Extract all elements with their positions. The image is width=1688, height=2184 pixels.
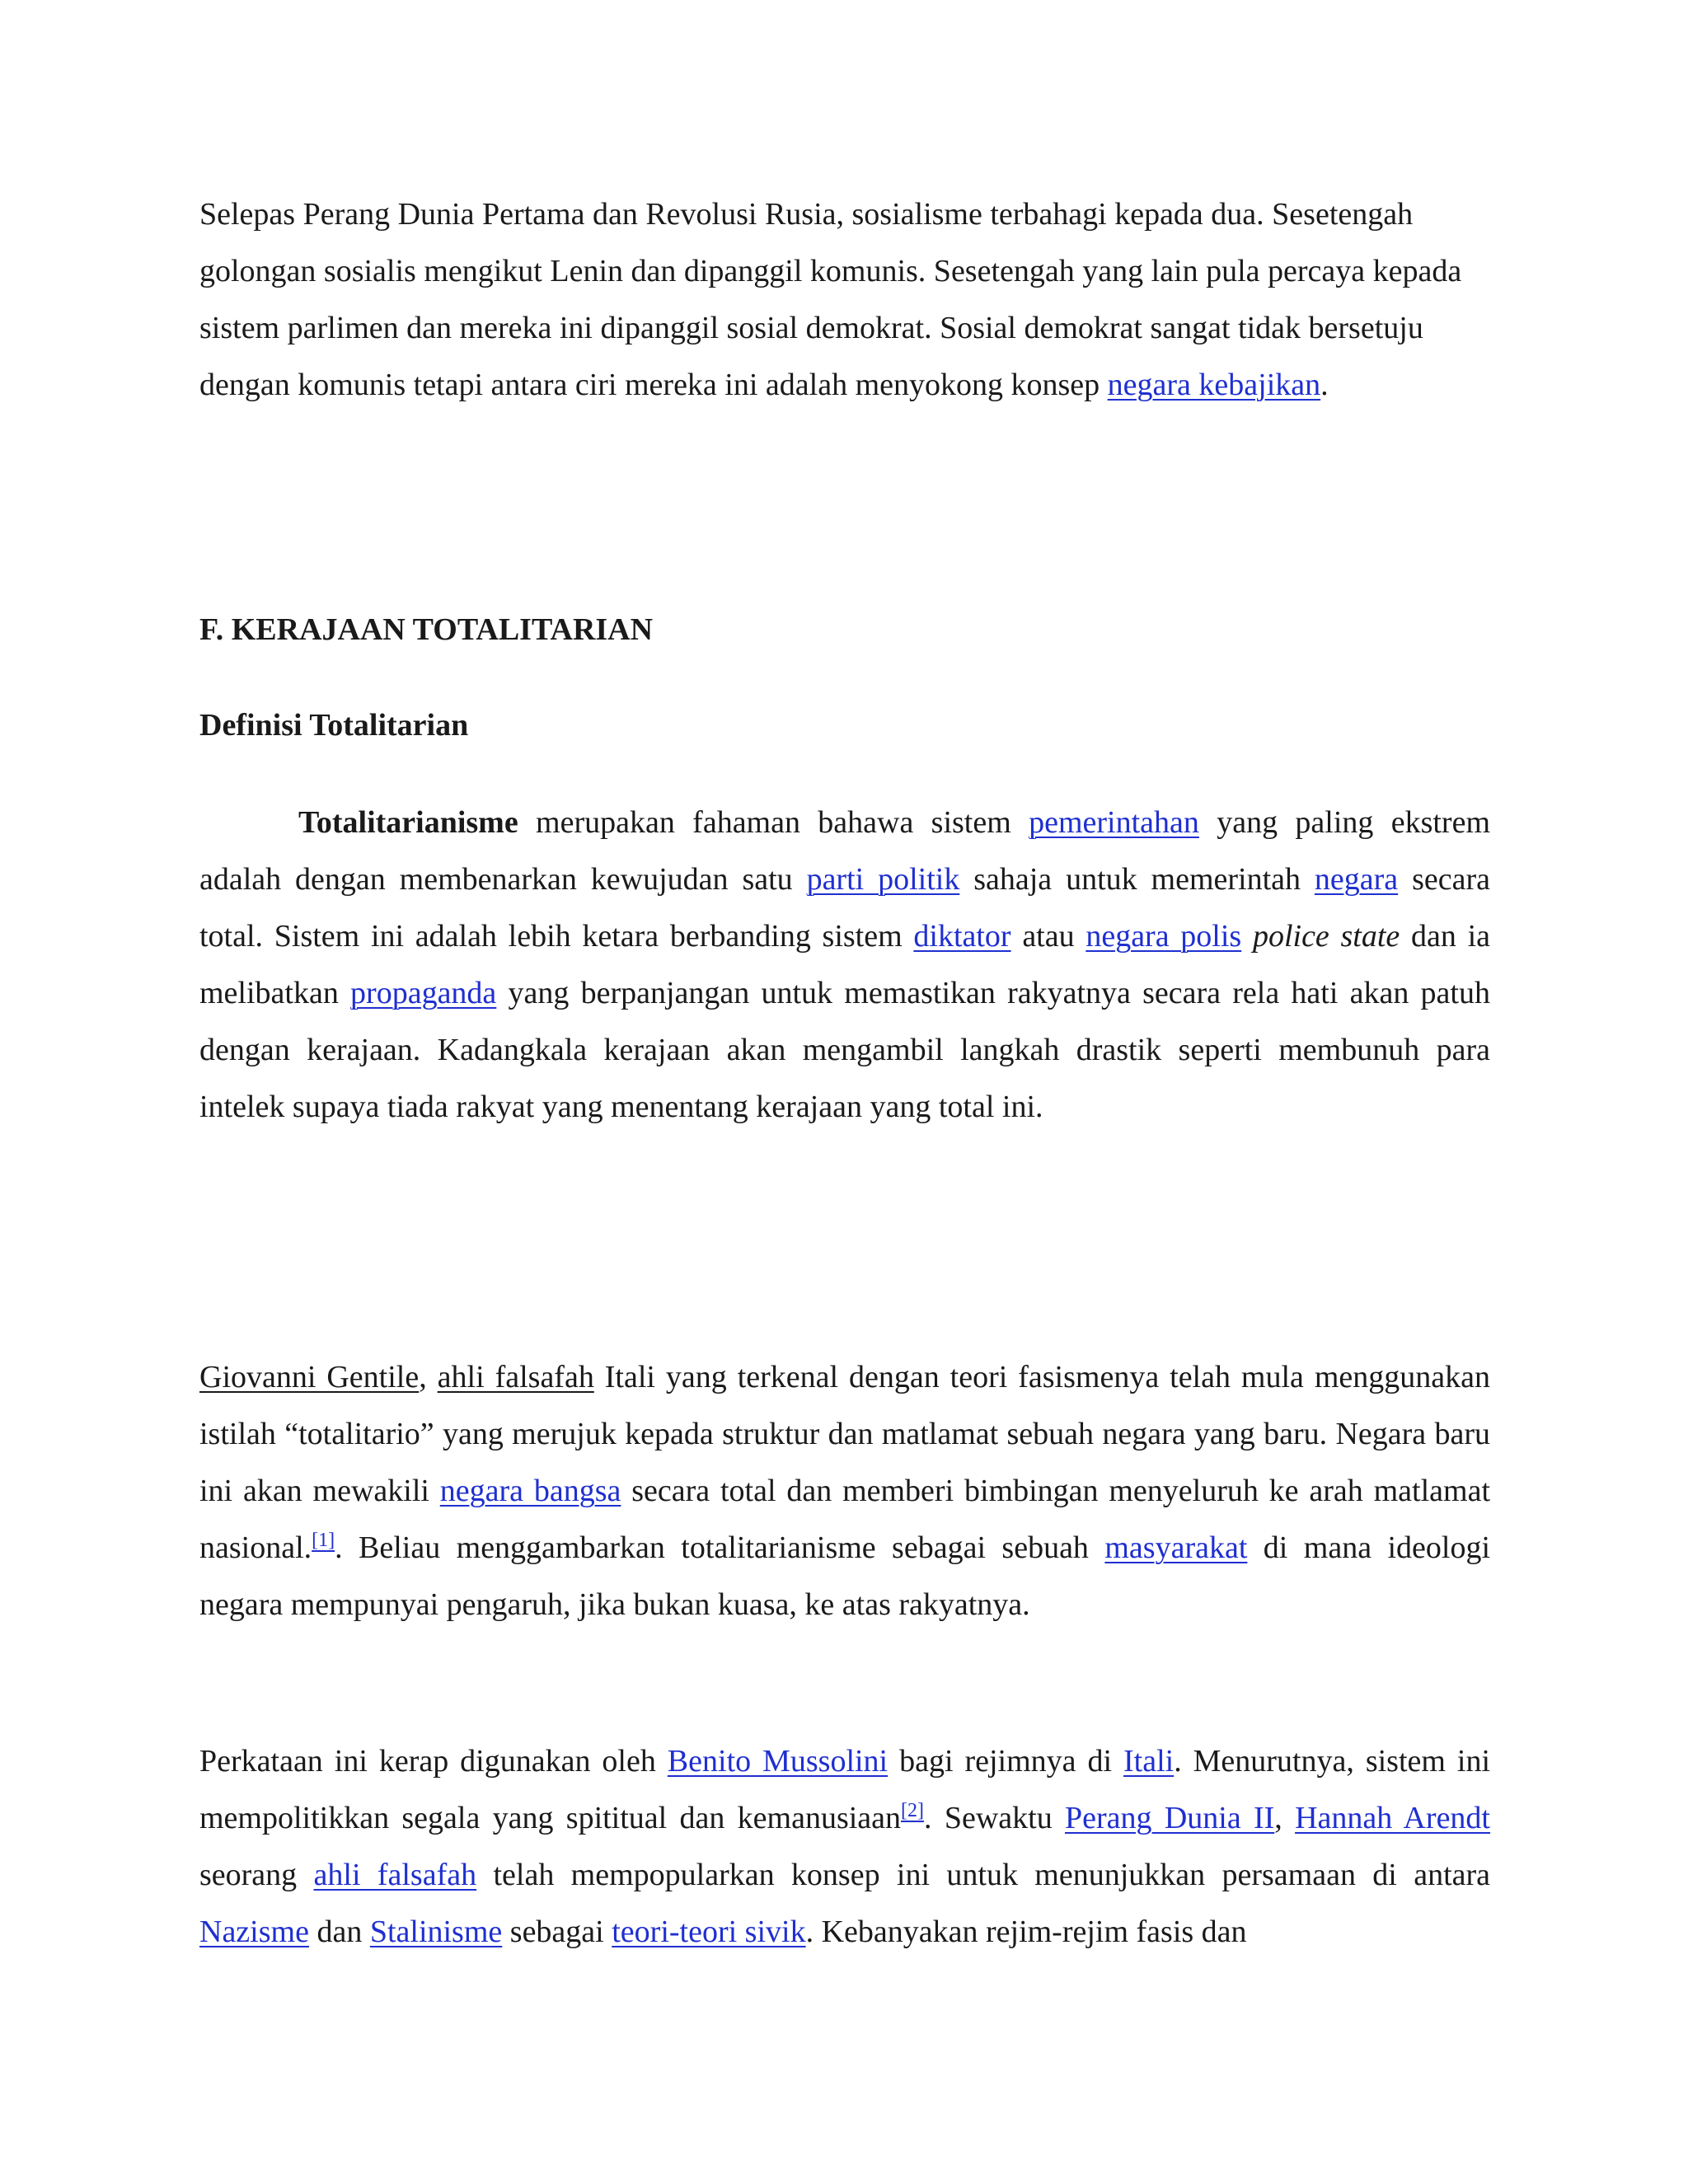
gentile-text: secara total dan memberi bimbingan menyeluruh ke arah matlamat nasional. [199, 1474, 1490, 1565]
footnote-ref-2[interactable]: [2] [901, 1800, 925, 1821]
mussolini-text: . Sewaktu [924, 1801, 1065, 1835]
link-negara[interactable]: negara [1314, 862, 1399, 897]
term-totalitarianisme: Totalitarianisme [298, 805, 518, 840]
definition-text: atau [1010, 919, 1086, 954]
link-perang-dunia-ii[interactable]: Perang Dunia II [1065, 1801, 1275, 1835]
link-hannah-arendt[interactable]: Hannah Arendt [1295, 1801, 1490, 1835]
subheading: Definisi Totalitarian [199, 708, 469, 743]
mussolini-text: seorang [199, 1858, 314, 1892]
definition-paragraph [199, 794, 1490, 1136]
document-page [199, 0, 1490, 2184]
footnote-ref-1[interactable]: [1] [312, 1530, 335, 1551]
link-diktator[interactable]: diktator [913, 919, 1011, 954]
definition-text: yang paling ekstrem adalah dengan membenarkan kewujudan satu [199, 805, 1491, 897]
italic-police-state: police state [1252, 919, 1400, 954]
link-negara-polis[interactable]: negara polis [1085, 919, 1242, 954]
intro-paragraph [199, 186, 1469, 414]
mussolini-text: sebagai [502, 1915, 612, 1949]
link-pemerintahan[interactable]: pemerintahan [1029, 805, 1199, 840]
gentile-text: , [419, 1360, 438, 1394]
mussolini-text: bagi rejimnya di [888, 1744, 1123, 1779]
link-nazisme[interactable]: Nazisme [199, 1915, 309, 1949]
section-heading: F. KERAJAAN TOTALITARIAN [199, 612, 654, 647]
mussolini-text: Perkataan ini kerap digunakan oleh [199, 1744, 668, 1779]
gentile-text: Itali yang terkenal dengan teori fasismenya telah mula menggunakan istilah “totalitario” yang merujuk kepada struktur dan matlamat sebuah negara yang baru. Negara baru ini akan mewakili [199, 1360, 1490, 1508]
definition-text: merupakan fahaman bahawa sistem [518, 805, 1029, 840]
name-giovanni-gentile: Giovanni Gentile [199, 1360, 420, 1394]
link-parti-politik[interactable]: parti politik [806, 862, 960, 897]
link-masyarakat[interactable]: masyarakat [1104, 1530, 1248, 1565]
mussolini-paragraph [199, 1733, 1490, 1961]
link-propaganda[interactable]: propaganda [350, 976, 497, 1010]
definition-text [1241, 919, 1253, 954]
mussolini-text: . Menurutnya, sistem ini mempolitikkan segala yang spititual dan kemanusiaan [199, 1744, 1491, 1835]
link-benito-mussolini[interactable]: Benito Mussolini [667, 1744, 889, 1779]
link-negara-kebajikan[interactable]: negara kebajikan [1107, 368, 1321, 402]
definition-text: secara total. Sistem ini adalah lebih ketara berbanding sistem [199, 862, 1490, 954]
definition-text: sahaja untuk memerintah [959, 862, 1315, 897]
mussolini-text: dan [308, 1915, 370, 1949]
mussolini-text: telah mempopularkan konsep ini untuk menunjukkan persamaan di antara [476, 1858, 1491, 1892]
link-ahli-falsafah[interactable]: ahli falsafah [313, 1858, 477, 1892]
gentile-paragraph [199, 1349, 1490, 1633]
definition-text: yang berpanjangan untuk memastikan rakyatnya secara rela hati akan patuh dengan kerajaan. Kadangkala kerajaan akan mengambil langkah drastik seperti membunuh para intelek supaya tiada rakyat yang menentang kerajaan yang total ini. [199, 976, 1490, 1124]
term-ahli-falsafah: ahli falsafah [437, 1360, 594, 1394]
intro-text: Selepas Perang Dunia Pertama dan Revolusi Rusia, sosialisme terbahagi kepada dua. Sesetengah golongan sosialis mengikut Lenin dan dipanggil komunis. Sesetengah yang lain pula percaya kepada sistem parlimen dan mereka ini dipanggil sosial demokrat. Sosial demokrat sangat tidak bersetuju dengan komunis tetapi antara ciri mereka ini adalah menyokong konsep [199, 197, 1462, 402]
link-negara-bangsa[interactable]: negara bangsa [439, 1474, 621, 1508]
link-itali[interactable]: Itali [1123, 1744, 1175, 1779]
mussolini-text: . Kebanyakan rejim-rejim fasis dan [805, 1915, 1247, 1949]
gentile-text: . Beliau menggambarkan totalitarianisme sebagai sebuah [335, 1530, 1105, 1565]
gentile-text: di mana ideologi negara mempunyai pengaruh, jika bukan kuasa, ke atas rakyatnya. [199, 1530, 1491, 1622]
link-stalinisme[interactable]: Stalinisme [369, 1915, 503, 1949]
mussolini-text: , [1274, 1801, 1296, 1835]
intro-text-end: . [1320, 368, 1329, 402]
link-teori-teori-sivik[interactable]: teori-teori sivik [612, 1915, 806, 1949]
definition-text: dan ia melibatkan [199, 919, 1491, 1010]
